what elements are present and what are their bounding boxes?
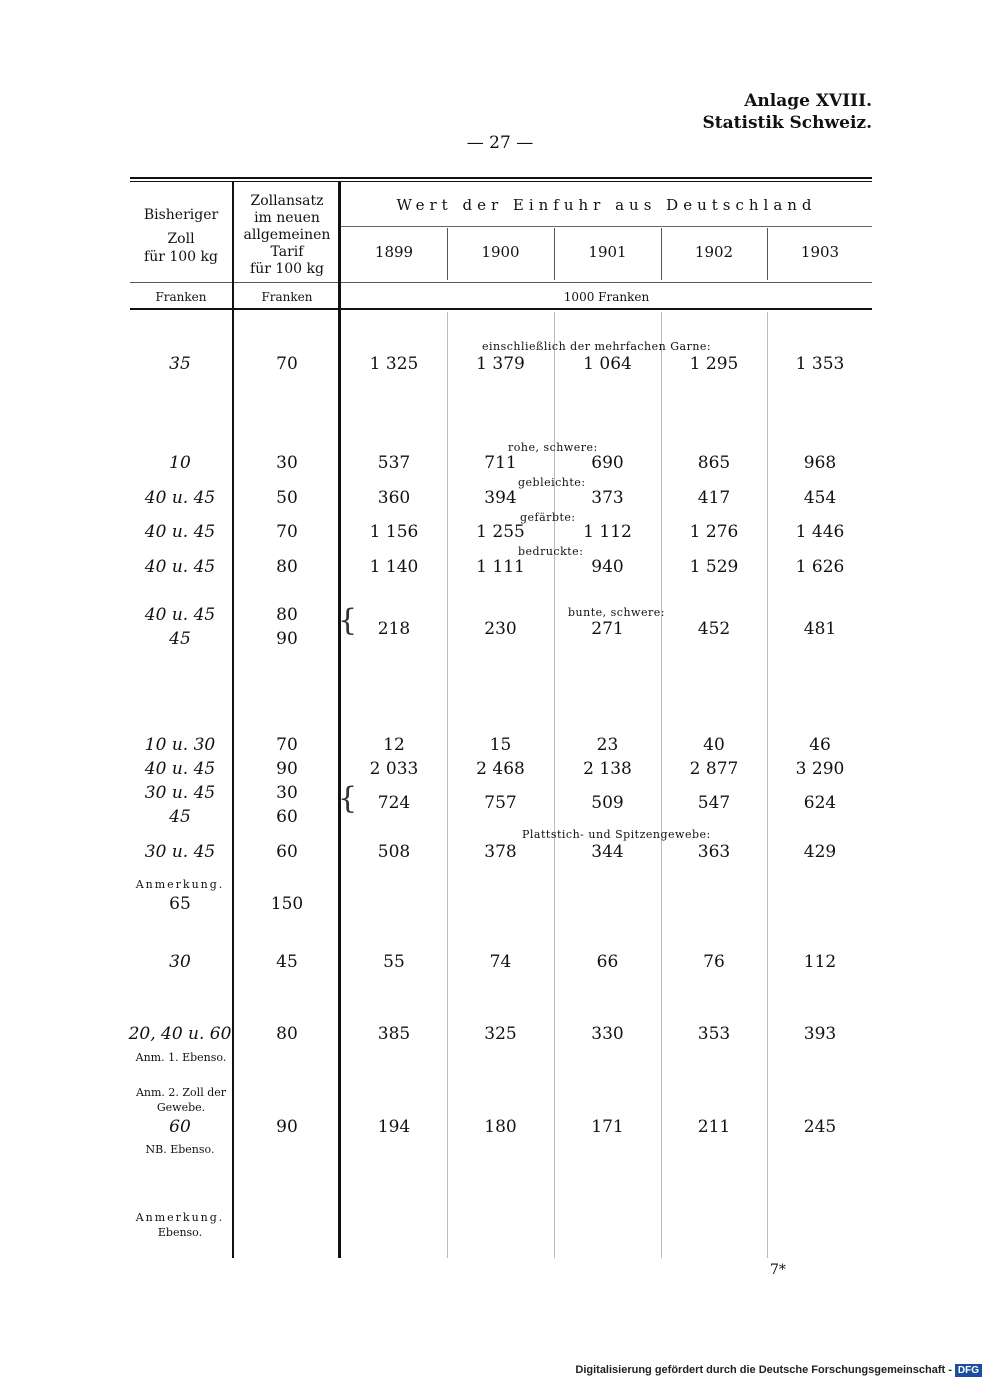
value-cell: 12 bbox=[383, 735, 405, 755]
new-duty: 70 bbox=[276, 354, 298, 374]
year-1903: 1903 bbox=[800, 243, 840, 261]
old-duty: 30 bbox=[169, 952, 191, 972]
value-cell: 2 138 bbox=[583, 759, 632, 779]
old-duty: 40 u. 45 bbox=[144, 759, 216, 779]
value-cell: 15 bbox=[489, 735, 512, 755]
value-cell: 23 bbox=[596, 735, 619, 755]
new-duty: 45 bbox=[276, 952, 298, 972]
subheading: einschließlich der mehrfachen Garne: bbox=[482, 340, 712, 353]
value-cell: 1 379 bbox=[476, 354, 525, 374]
header-mid-rule bbox=[130, 282, 872, 283]
value-cell: 385 bbox=[377, 1024, 411, 1044]
new-duty: 60 bbox=[276, 842, 298, 862]
old-duty: 40 u. 45 bbox=[144, 605, 216, 625]
header-zollansatz: Zollansatz im neuen allgemeinen Tarif für 100 kg bbox=[243, 193, 331, 277]
year-1901: 1901 bbox=[588, 243, 627, 261]
new-duty: 90 bbox=[276, 1117, 298, 1137]
new-duty: 60 bbox=[276, 807, 298, 827]
subheading: gefärbte: bbox=[520, 511, 576, 524]
value-cell: 378 bbox=[484, 842, 517, 862]
note-nb: NB. Ebenso. bbox=[145, 1143, 215, 1156]
value-cell: 1 255 bbox=[476, 522, 525, 542]
year-1902: 1902 bbox=[694, 243, 734, 261]
value-cell: 1 353 bbox=[795, 354, 845, 374]
new-duty: 80 bbox=[276, 605, 298, 625]
old-duty: 30 u. 45 bbox=[144, 842, 216, 862]
value-cell: 112 bbox=[803, 952, 837, 972]
note-anm1: Anm. 1. Ebenso. bbox=[135, 1051, 227, 1064]
value-cell: 360 bbox=[377, 488, 411, 508]
value-cell: 46 bbox=[809, 735, 831, 755]
value-cell: 690 bbox=[591, 453, 624, 473]
subheading: Plattstich- und Spitzengewebe: bbox=[522, 828, 711, 841]
value-cell: 344 bbox=[591, 842, 624, 862]
new-duty: 80 bbox=[276, 557, 298, 577]
old-duty: 35 bbox=[169, 354, 191, 374]
value-cell: 194 bbox=[377, 1117, 411, 1137]
value-cell: 330 bbox=[591, 1024, 624, 1044]
value-cell: 724 bbox=[377, 793, 411, 813]
footer-credit: Digitalisierung gefördert durch die Deutsche Forschungsgemeinschaft - DFG bbox=[575, 1364, 982, 1377]
new-duty: 50 bbox=[276, 488, 298, 508]
value-cell: 353 bbox=[697, 1024, 731, 1044]
new-duty: 80 bbox=[276, 1024, 298, 1044]
subheading: rohe, schwere: bbox=[508, 441, 598, 454]
year-1900: 1900 bbox=[481, 243, 520, 261]
page-number: — 27 — bbox=[466, 133, 534, 153]
old-duty: 30 u. 45 bbox=[144, 783, 216, 803]
value-cell: 2 468 bbox=[476, 759, 525, 779]
value-cell: 417 bbox=[697, 488, 731, 508]
new-duty: 70 bbox=[276, 735, 298, 755]
value-cell: 624 bbox=[803, 793, 837, 813]
old-duty: 20, 40 u. 60 bbox=[128, 1024, 232, 1044]
value-cell: 757 bbox=[484, 793, 517, 813]
old-duty: 65 bbox=[169, 894, 191, 914]
value-cell: 1 529 bbox=[689, 557, 739, 577]
page-mark: 7* bbox=[770, 1262, 786, 1278]
value-cell: 1 111 bbox=[476, 557, 525, 577]
header-bisheriger-zoll: Bisheriger Zoll für 100 kg bbox=[143, 207, 219, 265]
value-cell: 509 bbox=[591, 793, 624, 813]
new-duty: 70 bbox=[276, 522, 298, 542]
value-cell: 363 bbox=[697, 842, 731, 862]
value-cell: 3 290 bbox=[795, 759, 845, 779]
new-duty: 90 bbox=[276, 759, 298, 779]
value-cell: 1 325 bbox=[369, 354, 419, 374]
value-cell: 1 626 bbox=[795, 557, 845, 577]
value-cell: 393 bbox=[803, 1024, 837, 1044]
brace: { bbox=[338, 781, 358, 816]
note-anm2: Anm. 2. Zoll der Gewebe. bbox=[135, 1086, 227, 1114]
col-divider-2 bbox=[338, 182, 341, 1258]
value-cell: 394 bbox=[484, 488, 517, 508]
value-cell: 1 064 bbox=[583, 354, 632, 374]
note-anmerkung: Anmerkung. bbox=[135, 878, 225, 891]
value-cell: 1 140 bbox=[369, 557, 419, 577]
subheading: gebleichte: bbox=[518, 476, 586, 489]
unit-franken-2: Franken bbox=[261, 290, 313, 304]
old-duty: 45 bbox=[169, 629, 191, 649]
table-top-rule bbox=[130, 177, 872, 179]
value-cell: 547 bbox=[697, 793, 731, 813]
value-cell: 180 bbox=[484, 1117, 517, 1137]
value-cell: 2 033 bbox=[369, 759, 419, 779]
header-wert-einfuhr: Wert der Einfuhr aus Deutschland bbox=[396, 196, 817, 214]
year-header-rule bbox=[341, 226, 872, 227]
old-duty: 40 u. 45 bbox=[144, 488, 216, 508]
value-cell: 74 bbox=[489, 952, 512, 972]
value-cell: 230 bbox=[484, 619, 517, 639]
value-cell: 271 bbox=[591, 619, 624, 639]
new-duty: 150 bbox=[270, 894, 304, 914]
dfg-logo: DFG bbox=[955, 1364, 982, 1377]
new-duty: 30 bbox=[276, 783, 298, 803]
value-cell: 171 bbox=[591, 1117, 624, 1137]
subheading: bedruckte: bbox=[518, 545, 584, 558]
value-cell: 865 bbox=[697, 453, 731, 473]
value-cell: 481 bbox=[803, 619, 837, 639]
value-cell: 40 bbox=[703, 735, 725, 755]
note-anmerkung-final: Anmerkung. Ebenso. bbox=[135, 1211, 225, 1239]
value-cell: 218 bbox=[377, 619, 411, 639]
value-cell: 55 bbox=[383, 952, 405, 972]
unit-franken-1: Franken bbox=[155, 290, 207, 304]
value-cell: 452 bbox=[697, 619, 731, 639]
value-cell: 508 bbox=[377, 842, 411, 862]
value-cell: 1 276 bbox=[689, 522, 739, 542]
col-divider-1 bbox=[232, 182, 234, 1258]
old-duty: 40 u. 45 bbox=[144, 522, 216, 542]
value-cell: 940 bbox=[591, 557, 624, 577]
subheading: bunte, schwere: bbox=[568, 606, 665, 619]
table-top-rule-thin bbox=[130, 181, 872, 182]
brace: { bbox=[338, 603, 358, 638]
value-cell: 76 bbox=[703, 952, 725, 972]
value-cell: 1 295 bbox=[689, 354, 739, 374]
new-duty: 30 bbox=[276, 453, 298, 473]
unit-1000-franken: 1000 Franken bbox=[563, 290, 650, 304]
value-cell: 968 bbox=[803, 453, 837, 473]
value-cell: 1 446 bbox=[795, 522, 845, 542]
old-duty: 45 bbox=[169, 807, 191, 827]
value-cell: 1 156 bbox=[369, 522, 419, 542]
year-1899: 1899 bbox=[374, 243, 414, 261]
value-cell: 325 bbox=[484, 1024, 517, 1044]
old-duty: 10 bbox=[169, 453, 191, 473]
value-cell: 1 112 bbox=[583, 522, 632, 542]
value-cell: 537 bbox=[377, 453, 411, 473]
statistik-label: Statistik Schweiz. bbox=[702, 113, 872, 133]
value-cell: 373 bbox=[591, 488, 624, 508]
old-duty: 10 u. 30 bbox=[144, 735, 216, 755]
old-duty: 40 u. 45 bbox=[144, 557, 216, 577]
value-cell: 211 bbox=[697, 1117, 731, 1137]
value-cell: 245 bbox=[803, 1117, 837, 1137]
value-cell: 711 bbox=[484, 453, 517, 473]
new-duty: 90 bbox=[276, 629, 298, 649]
old-duty: 60 bbox=[169, 1117, 191, 1137]
value-cell: 454 bbox=[803, 488, 837, 508]
value-cell: 66 bbox=[596, 952, 619, 972]
value-cell: 429 bbox=[803, 842, 837, 862]
value-cell: 2 877 bbox=[689, 759, 739, 779]
anlage-label: Anlage XVIII. bbox=[744, 91, 872, 111]
header-bottom-rule bbox=[130, 308, 872, 310]
